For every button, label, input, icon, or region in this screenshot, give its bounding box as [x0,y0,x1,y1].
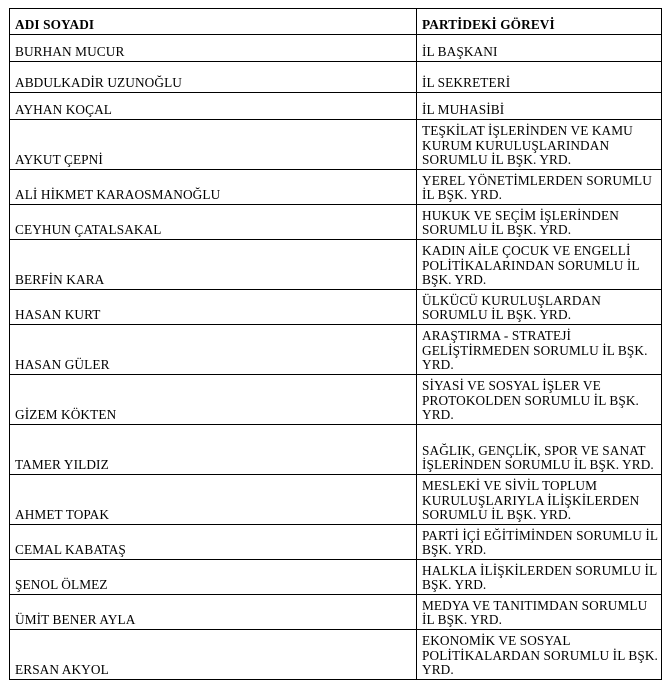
name-cell: ALİ HİKMET KARAOSMANOĞLU [10,170,417,205]
name-cell: ŞENOL ÖLMEZ [10,560,417,595]
table-row [10,35,662,62]
duty-cell: ARAŞTIRMA - STRATEJİ GELİŞTİRMEDEN SORUMLU İL BŞK. YRD. [417,325,662,375]
duty-cell: EKONOMİK VE SOSYAL POLİTİKALARDAN SORUMLU İL BŞK. YRD. [417,630,662,680]
duty-cell: KADIN AİLE ÇOCUK VE ENGELLİ POLİTİKALARINDAN SORUMLU İL BŞK. YRD. [417,240,662,290]
name-cell: TAMER YILDIZ [10,425,417,475]
duty-cell: MEDYA VE TANITIMDAN SORUMLU İL BŞK. YRD. [417,595,662,630]
name-cell: BERFİN KARA [10,240,417,290]
table-row [10,630,662,680]
name-cell: GİZEM KÖKTEN [10,375,417,425]
duty-cell: HALKLA İLİŞKİLERDEN SORUMLU İL BŞK. YRD. [417,560,662,595]
duty-cell: ÜLKÜCÜ KURULUŞLARDAN SORUMLU İL BŞK. YRD. [417,290,662,325]
table-row [10,325,662,375]
name-cell: BURHAN MUCUR [10,35,417,62]
table-row [10,290,662,325]
name-cell: CEYHUN ÇATALSAKAL [10,205,417,240]
duty-cell: PARTİ İÇİ EĞİTİMİNDEN SORUMLU İL BŞK. YRD. [417,525,662,560]
duty-cell: SAĞLIK, GENÇLİK, SPOR VE SANAT İŞLERİNDEN SORUMLU İL BŞK. YRD. [417,425,662,475]
duty-cell: MESLEKİ VE SİVİL TOPLUM KURULUŞLARIYLA İLİŞKİLERDEN SORUMLU İL BŞK. YRD. [417,475,662,525]
duty-cell: İL BAŞKANI [417,35,662,62]
name-cell: AHMET TOPAK [10,475,417,525]
name-cell: ABDULKADİR UZUNOĞLU [10,62,417,93]
duty-cell: HUKUK VE SEÇİM İŞLERİNDEN SORUMLU İL BŞK. YRD. [417,205,662,240]
table-row [10,205,662,240]
table-row [10,525,662,560]
table-row [10,595,662,630]
table-row [10,375,662,425]
duty-cell: YEREL YÖNETİMLERDEN SORUMLU İL BŞK. YRD. [417,170,662,205]
name-cell: HASAN GÜLER [10,325,417,375]
table-row [10,170,662,205]
column-header-name: ADI SOYADI [10,9,417,35]
name-cell: AYHAN KOÇAL [10,93,417,120]
name-cell: AYKUT ÇEPNİ [10,120,417,170]
duty-cell: SİYASİ VE SOSYAL İŞLER VE PROTOKOLDEN SORUMLU İL BŞK. YRD. [417,375,662,425]
name-cell: CEMAL KABATAŞ [10,525,417,560]
duty-cell: İL MUHASİBİ [417,93,662,120]
table-row [10,120,662,170]
table-row [10,93,662,120]
table-row [10,560,662,595]
table-row [10,475,662,525]
table-row [10,62,662,93]
table-row [10,240,662,290]
name-cell: ERSAN AKYOL [10,630,417,680]
duty-cell: İL SEKRETERİ [417,62,662,93]
column-header-duty: PARTİDEKİ GÖREVİ [417,9,662,35]
name-cell: ÜMİT BENER AYLA [10,595,417,630]
officials-table [9,8,662,680]
duty-cell: TEŞKİLAT İŞLERİNDEN VE KAMU KURUM KURULUŞLARINDAN SORUMLU İL BŞK. YRD. [417,120,662,170]
table-row [10,425,662,475]
name-cell: HASAN KURT [10,290,417,325]
table-header-row [10,9,662,35]
